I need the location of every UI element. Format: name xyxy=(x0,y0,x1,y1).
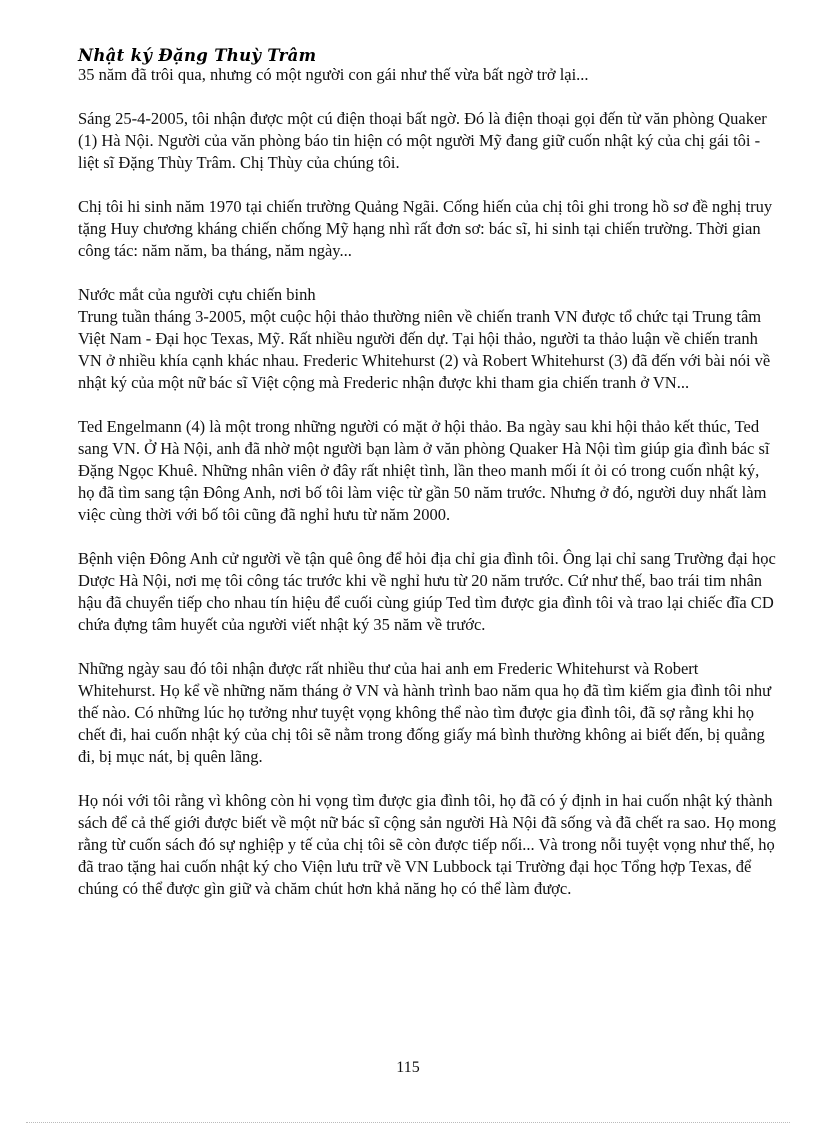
paragraph: Họ nói với tôi rằng vì không còn hi vọng tìm được gia đình tôi, họ đã có ý định in hai cuốn nhật ký thành sách để cả thế giới được biết về một nữ bác sĩ cộng sản người Hà Nội đã sống và đã chết ra sao. Họ mong rằng từ cuốn sách đó sự nghiệp y tế của chị tôi sẽ còn được tiếp nối... Và trong nỗi tuyệt vọng như thế, họ đã trao tặng hai cuốn nhật ký cho Viện lưu trữ về VN Lubbock tại Trường đại học Tổng hợp Texas, để chúng có thể được gìn giữ và chăm chút hơn khả năng họ có thể làm được. xyxy=(78,791,777,898)
paragraph: 35 năm đã trôi qua, nhưng có một người con gái như thế vừa bất ngờ trở lại... xyxy=(78,65,589,84)
paragraph: Trung tuần tháng 3-2005, một cuộc hội thảo thường niên về chiến tranh VN được tổ chức tại Trung tâm Việt Nam - Đại học Texas, Mỹ. Rất nhiều người đến dự. Tại hội thảo, người ta thảo luận về chiến tranh VN ở nhiều khía cạnh khác nhau. Frederic Whitehurst (2) và Robert Whitehurst (3) đã đến với bài nói về nhật ký của một nữ bác sĩ Việt cộng mà Frederic nhận được khi tham gia chiến tranh ở VN... xyxy=(78,307,771,392)
page-number: 115 xyxy=(396,1059,420,1076)
paragraph: Sáng 25-4-2005, tôi nhận được một cú điện thoại bất ngờ. Đó là điện thoại gọi đến từ văn phòng Quaker (1) Hà Nội. Người của văn phòng báo tin hiện có một người Mỹ đang giữ cuốn nhật ký của chị gái tôi - liệt sĩ Đặng Thùy Trâm. Chị Thùy của chúng tôi. xyxy=(78,109,767,172)
paragraph: Chị tôi hi sinh năm 1970 tại chiến trường Quảng Ngãi. Cống hiến của chị tôi ghi trong hồ sơ đề nghị truy tặng Huy chương kháng chiến chống Mỹ hạng nhì rất đơn sơ: bác sĩ, hi sinh tại chiến trường. Thời gian công tác: năm năm, ba tháng, năm ngày... xyxy=(78,197,773,260)
paragraph: Ted Engelmann (4) là một trong những người có mặt ở hội thảo. Ba ngày sau khi hội thảo kết thúc, Ted sang VN. Ở Hà Nội, anh đã nhờ một người bạn làm ở văn phòng Quaker Hà Nội tìm giúp gia đình bác sĩ Đặng Ngọc Khuê. Những nhân viên ở đây rất nhiệt tình, lần theo manh mối ít ỏi có trong cuốn nhật ký, họ đã tìm sang tận Đông Anh, nơi bố tôi làm việc từ gần 50 năm trước. Nhưng ở đó, người duy nhất làm việc cùng thời với bố tôi cũng đã nghỉ hưu từ năm 2000. xyxy=(78,417,770,524)
article-body xyxy=(78,64,778,922)
paragraph: Những ngày sau đó tôi nhận được rất nhiều thư của hai anh em Frederic Whitehurst và Robert Whitehurst. Họ kể về những năm tháng ở VN và hành trình bao năm qua họ đã tìm kiếm gia đình tôi như thế nào. Có những lúc họ tưởng như tuyệt vọng không thể nào tìm được gia đình tôi, đã sợ rằng khi họ chết đi, hai cuốn nhật ký của chị tôi sẽ nằm trong đống giấy má bình thường không ai biết đến, bị quẳng đi, bị mục nát, bị quên lãng. xyxy=(78,659,772,766)
running-title: Nhật ký Đặng Thuỳ Trâm xyxy=(78,46,317,65)
section-heading: Nước mắt của người cựu chiến binh xyxy=(78,285,316,304)
paragraph: Bệnh viện Đông Anh cử người về tận quê ông để hỏi địa chỉ gia đình tôi. Ông lại chỉ sang Trường đại học Dược Hà Nội, nơi mẹ tôi công tác trước khi về nghỉ hưu từ 20 năm trước. Cứ như thế, bao trái tim nhân hậu đã chuyển tiếp cho nhau tín hiệu để cuối cùng giúp Ted tìm được gia đình tôi và trao lại chiếc đĩa CD chứa đựng tâm huyết của người viết nhật ký 35 năm về trước. xyxy=(78,549,776,634)
